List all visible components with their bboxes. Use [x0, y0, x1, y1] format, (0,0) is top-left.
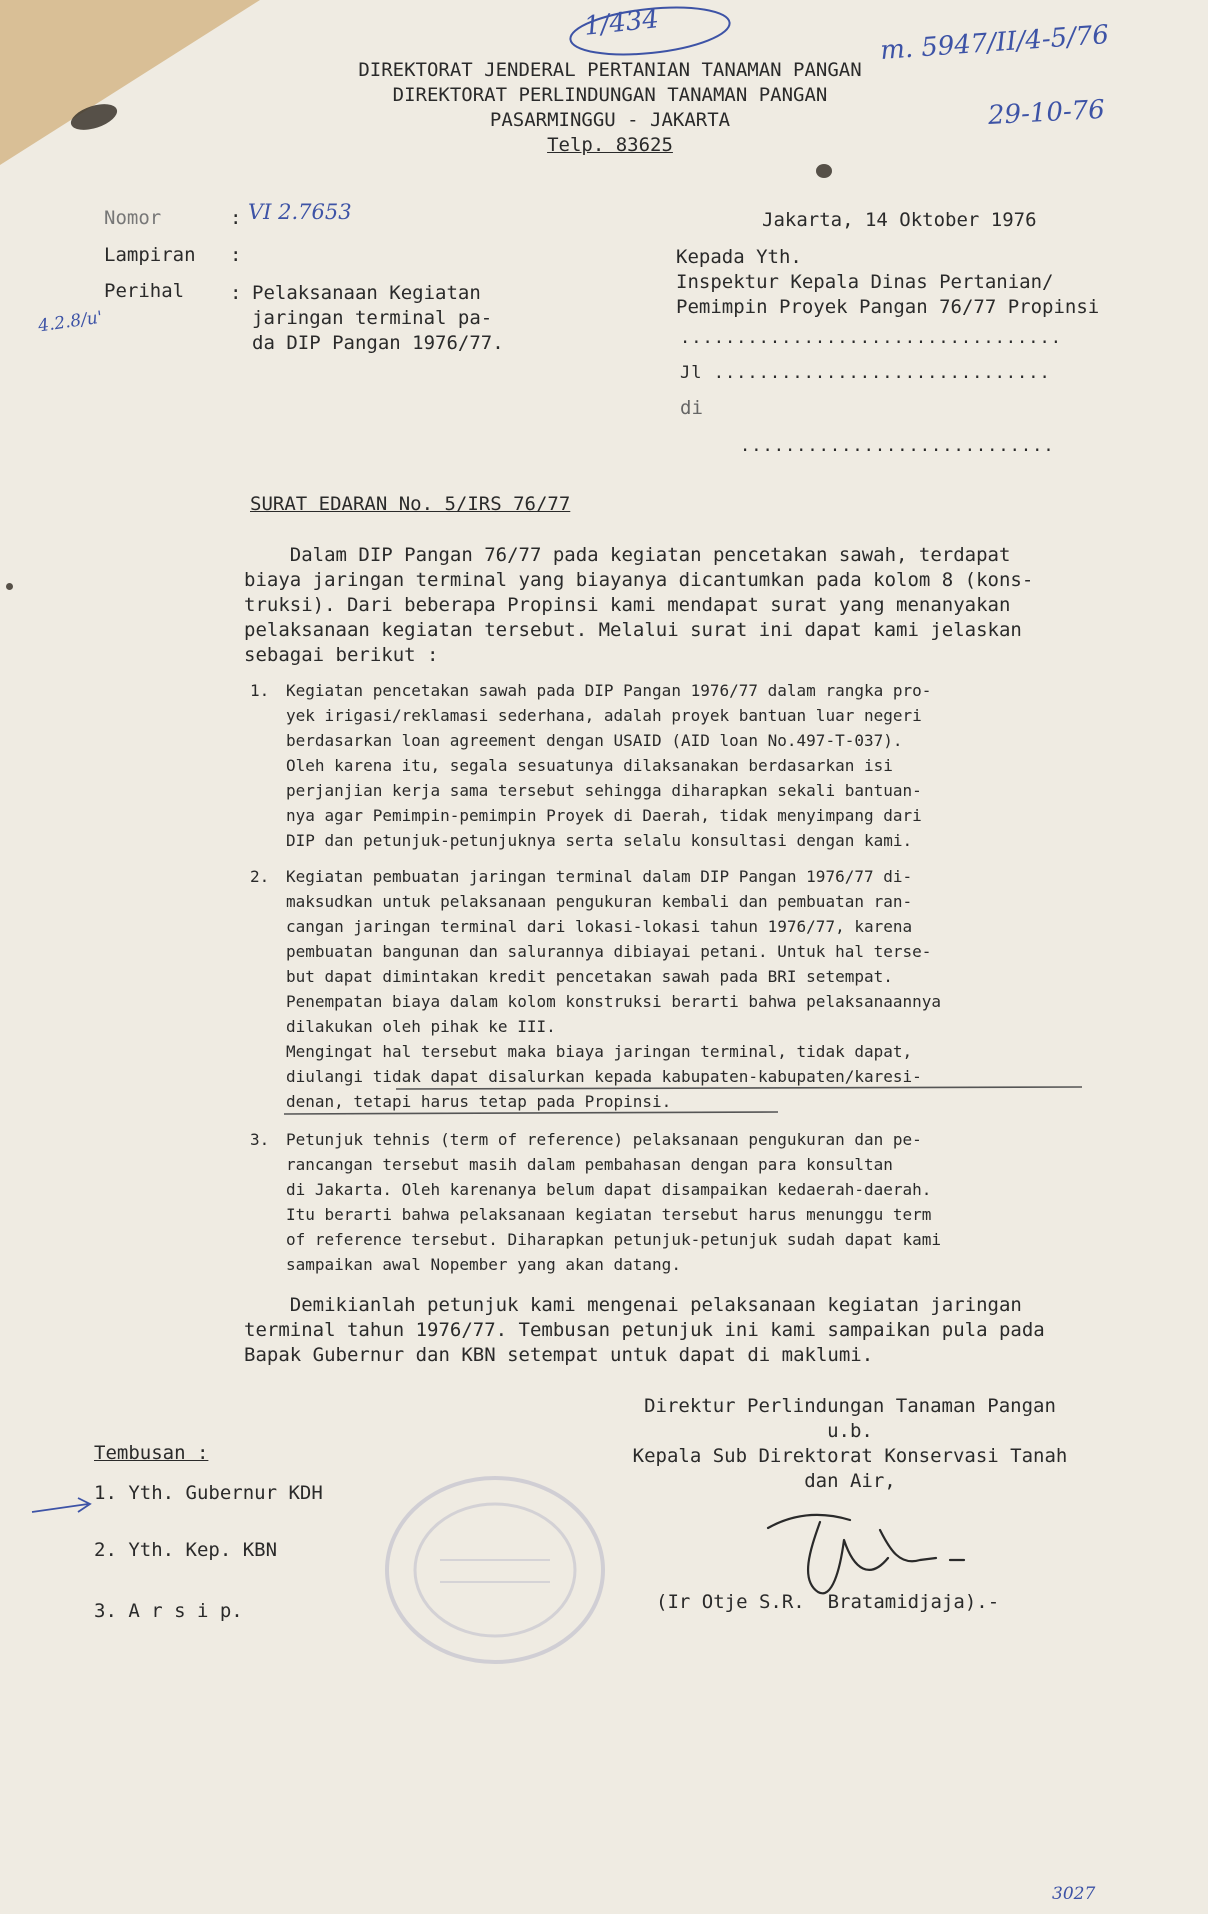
nomor-label: Nomor: [104, 207, 162, 229]
list-line: Itu berarti bahwa pelaksanaan kegiatan tersebut harus menunggu term: [286, 1205, 932, 1224]
signatory-title: Direktur Perlindungan Tanaman Pangan: [644, 1395, 1056, 1417]
list-line: cangan jaringan terminal dari lokasi-lokasi tahun 1976/77, karena: [286, 917, 913, 936]
list-line: Petunjuk tehnis (term of reference) pelaksanaan pengukuran dan pe-: [286, 1130, 922, 1149]
handwritten-margin-note: 4.2.8/u': [36, 307, 104, 337]
list-line: denan, tetapi harus tetap pada Propinsi.: [286, 1092, 672, 1111]
signatory-ub: u.b.: [827, 1420, 873, 1442]
list-line: maksudkan untuk pelaksanaan pengukuran kembali dan pembuatan ran-: [286, 892, 913, 911]
list-line: rancangan tersebut masih dalam pembahasan dengan para konsultan: [286, 1155, 893, 1174]
letterhead-line-3: PASARMINGGU - JAKARTA: [489, 109, 731, 131]
handwritten-page-number: 3027: [1052, 1884, 1096, 1904]
list-line: Penempatan biaya dalam kolom konstruksi berarti bahwa pelaksanaannya: [286, 992, 942, 1011]
list-line: dilakukan oleh pihak ke III.: [286, 1017, 556, 1036]
perihal-line-2: jaringan terminal pa-: [252, 307, 493, 329]
letterhead-line-2: DIREKTORAT PERLINDUNGAN TANAMAN PANGAN: [392, 84, 828, 106]
list-number: 2.: [250, 867, 270, 886]
list-line: Kegiatan pembuatan jaringan terminal dalam DIP Pangan 1976/77 di-: [286, 867, 913, 886]
addressee-line-1: Kepada Yth.: [676, 246, 802, 268]
list-number: 1.: [250, 681, 270, 700]
handwritten-date: 29-10-76: [987, 94, 1106, 132]
handwritten-reference: m. 5947/II/4-5/76: [879, 20, 1110, 66]
list-line: Mengingat hal tersebut maka biaya jaringan terminal, tidak dapat,: [286, 1042, 913, 1061]
nomor-colon: :: [230, 207, 242, 229]
perihal-colon: :: [230, 282, 242, 304]
signatory-name: (Ir Otje S.R. Bratamidjaja).-: [656, 1591, 1000, 1613]
intro-line-1: Dalam DIP Pangan 76/77 pada kegiatan pencetakan sawah, terdapat: [244, 544, 1011, 566]
handwritten-code: 1/434: [582, 4, 661, 42]
circular-title: SURAT EDARAN No. 5/IRS 76/77: [250, 493, 571, 515]
list-line: diulangi tidak dapat disalurkan kepada kabupaten-kabupaten/karesi-: [286, 1067, 922, 1086]
closing-line-2: terminal tahun 1976/77. Tembusan petunjuk ini kami sampaikan pula pada: [244, 1319, 1045, 1341]
list-line: Kegiatan pencetakan sawah pada DIP Pangan 1976/77 dalam rangka pro-: [286, 681, 932, 700]
intro-line-3: truksi). Dari beberapa Propinsi kami mendapat surat yang menanyakan: [244, 594, 1011, 616]
tembusan-item-1: 1. Yth. Gubernur KDH: [94, 1482, 323, 1504]
intro-line-4: pelaksanaan kegiatan tersebut. Melalui surat ini dapat kami jelaskan: [244, 619, 1022, 641]
lampiran-label: Lampiran: [104, 244, 196, 266]
intro-line-2: biaya jaringan terminal yang biayanya dicantumkan pada kolom 8 (kons-: [244, 569, 1034, 591]
closing-line-3: Bapak Gubernur dan KBN setempat untuk dapat di maklumi.: [244, 1344, 874, 1366]
closing-line-1: Demikianlah petunjuk kami mengenai pelaksanaan kegiatan jaringan: [244, 1294, 1022, 1316]
signatory-subtitle: Kepala Sub Direktorat Konservasi Tanah: [632, 1445, 1068, 1467]
list-line: of reference tersebut. Diharapkan petunjuk-petunjuk sudah dapat kami: [286, 1230, 942, 1249]
letterhead-line-1: DIREKTORAT JENDERAL PERTANIAN TANAMAN PANGAN: [358, 59, 862, 81]
perihal-label: Perihal: [104, 280, 185, 302]
addressee-city-dots: ............................: [740, 436, 1055, 456]
tembusan-label: Tembusan :: [94, 1442, 209, 1464]
list-line: di Jakarta. Oleh karenanya belum dapat disampaikan kedaerah-daerah.: [286, 1180, 932, 1199]
addressee-dots: ..................................: [680, 328, 1062, 348]
signatory-subtitle-2: dan Air,: [804, 1470, 896, 1492]
list-line: pembuatan bangunan dan salurannya dibiayai petani. Untuk hal terse-: [286, 942, 932, 961]
addressee-street: Jl ..............................: [680, 363, 1051, 383]
list-line: berdasarkan loan agreement dengan USAID (AID loan No.497-T-037).: [286, 731, 903, 750]
list-line: perjanjian kerja sama tersebut sehingga diharapkan sekali bantuan-: [286, 781, 922, 800]
official-stamp: [380, 1470, 610, 1670]
list-line: nya agar Pemimpin-pemimpin Proyek di Daerah, tidak menyimpang dari: [286, 806, 922, 825]
perihal-line-1: Pelaksanaan Kegiatan: [252, 282, 481, 304]
nomor-value: VI 2.7653: [248, 200, 352, 224]
list-line: DIP dan petunjuk-petunjuknya serta selalu konsultasi dengan kami.: [286, 831, 913, 850]
list-line: Oleh karena itu, segala sesuatunya dilaksanakan berdasarkan isi: [286, 756, 893, 775]
perihal-line-3: da DIP Pangan 1976/77.: [252, 332, 504, 354]
lampiran-colon: :: [230, 244, 242, 266]
tembusan-item-3: 3. A r s i p.: [94, 1600, 243, 1622]
letter-date: Jakarta, 14 Oktober 1976: [762, 209, 1037, 231]
tembusan-item-2: 2. Yth. Kep. KBN: [94, 1539, 278, 1561]
addressee-line-3: Pemimpin Proyek Pangan 76/77 Propinsi: [676, 296, 1100, 318]
letterhead-phone: Telp. 83625: [547, 134, 673, 156]
list-line: but dapat dimintakan kredit pencetakan sawah pada BRI setempat.: [286, 967, 893, 986]
list-line: yek irigasi/reklamasi sederhana, adalah proyek bantuan luar negeri: [286, 706, 922, 725]
addressee-line-2: Inspektur Kepala Dinas Pertanian/: [676, 271, 1054, 293]
list-line: sampaikan awal Nopember yang akan datang.: [286, 1255, 681, 1274]
handwritten-arrow: [28, 1494, 98, 1524]
list-number: 3.: [250, 1130, 270, 1149]
addressee-di: di: [680, 397, 703, 419]
intro-line-5: sebagai berikut :: [244, 644, 439, 666]
